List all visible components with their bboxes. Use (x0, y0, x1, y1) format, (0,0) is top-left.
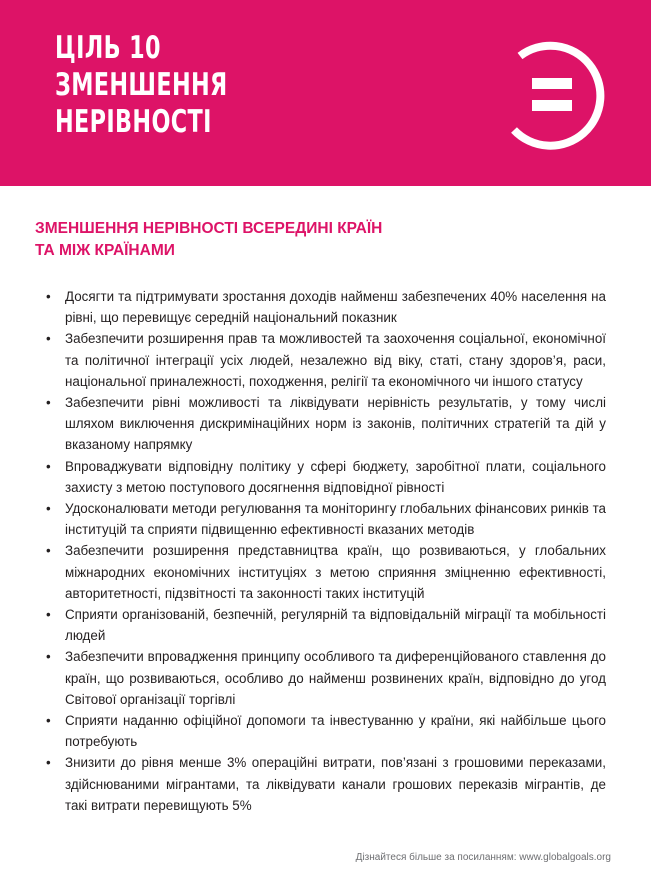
list-item (43, 604, 606, 646)
list-item-text: Сприяти організованій, безпечній, регулярній та відповідальній міграції та мобільності людей (65, 607, 606, 644)
bullet-icon: • (46, 543, 51, 559)
bullet-icon: • (46, 713, 51, 729)
list-item (43, 456, 606, 498)
list-item (43, 752, 606, 816)
goal-title (55, 30, 228, 141)
bullet-icon: • (46, 607, 51, 623)
list-item (43, 710, 606, 752)
bullet-icon: • (46, 458, 51, 474)
bullet-icon: • (46, 649, 51, 665)
bullet-icon: • (46, 395, 51, 411)
goal-header-banner (0, 0, 651, 186)
goal-number: ЦІЛЬ 10 (55, 30, 161, 66)
list-item (43, 392, 606, 456)
list-item (43, 646, 606, 710)
section-heading-line2: ТА МІЖ КРАЇНАМИ (35, 242, 175, 259)
list-item-text: Впроваджувати відповідну політику у сфері бюджету, заробітної плати, соціального захисту з метою поступового досягнення відповідної рівності (65, 458, 606, 495)
list-item-text: Удосконалювати методи регулювання та моніторингу глобальних фінансових ринків та інституцій та сприяти підвищенню ефективності вказаних методів (65, 501, 606, 538)
list-item-text: Забезпечити розширення представництва країн, що розвиваються, у глобальних міжнародних економічних інституціях з метою сприяння зміцненню ефективності, авторитетності, підзвітності та законності таких інституцій (65, 543, 606, 601)
list-item (43, 286, 606, 328)
targets-list (43, 286, 606, 816)
list-item-text: Сприяти наданню офіційної допомоги та інвестуванню у країни, які найбільше цього потребують (65, 713, 606, 750)
list-item-text: Забезпечити розширення прав та можливостей та заохочення соціальної, економічної та політичної інтеграції усіх людей, незалежно від віку, статі, стану здоров’я, раси, національної приналежності, походження, релігії та економічного чи іншого статусу (65, 331, 606, 389)
bullet-icon: • (46, 501, 51, 517)
list-item-text: Знизити до рівня менше 3% операційні витрати, пов’язані з грошовими переказами, здійснюваними мігрантами, та ліквідувати канали грошових переказів мігрантів, де такі витрати перевищують 5% (65, 755, 606, 813)
goal-title-line1: ЗМЕНШЕННЯ (55, 67, 228, 103)
list-item-text: Забезпечити рівні можливості та ліквідувати нерівність результатів, у тому числі шляхом виключення дискримінаційних норм із законів, політичних стратегій та дій у вказаному напрямку (65, 395, 606, 453)
list-item-text: Забезпечити впровадження принципу особливого та диференційованого ставлення до країн, що розвиваються, особливо до найменш розвинених країн, відповідно до угод Світової організації торгівлі (65, 649, 606, 707)
section-heading (35, 218, 455, 262)
bullet-icon: • (46, 289, 51, 304)
equality-icon (498, 40, 608, 150)
footer-link-text: Дізнайтеся більше за посиланням: www.globalgoals.org (355, 852, 611, 863)
section-heading-line1: ЗМЕНШЕННЯ НЕРІВНОСТІ ВСЕРЕДИНІ КРАЇН (35, 220, 383, 237)
goal-title-line2: НЕРІВНОСТІ (55, 104, 212, 140)
list-item-text: Досягти та підтримувати зростання доходів найменш забезпечених 40% населення на рівні, що перевищує середній національний показник (65, 289, 606, 326)
list-item (43, 328, 606, 392)
list-item (43, 540, 606, 604)
bullet-icon: • (46, 755, 51, 771)
bullet-icon: • (46, 331, 51, 347)
list-item (43, 498, 606, 540)
